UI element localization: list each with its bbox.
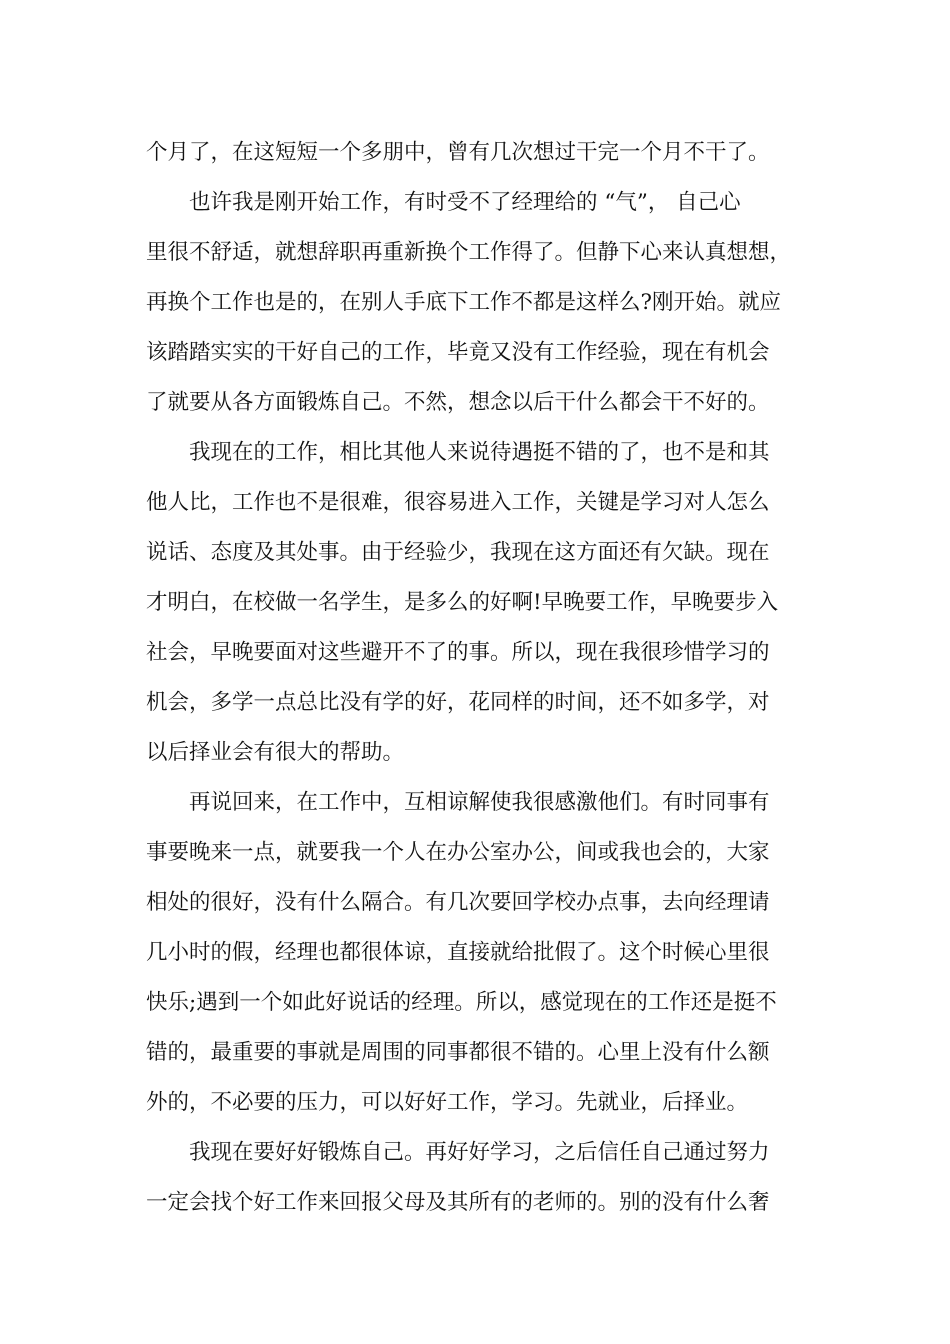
text-line: 了就要从各方面锻炼自己。不然，想念以后干什么都会干不好的。	[146, 390, 770, 415]
paragraph	[146, 178, 826, 428]
paragraph	[146, 428, 826, 778]
text-line: 事要晚来一点，就要我一个人在办公室办公，间或我也会的，大家	[146, 840, 770, 865]
text-line: 再换个工作也是的，在别人手底下工作不都是这样么?刚开始。就应	[146, 290, 782, 315]
text-line: 外的，不必要的压力，可以好好工作，学习。先就业，后择业。	[146, 1090, 749, 1115]
text-line: 一定会找个好工作来回报父母及其所有的老师的。别的没有什么奢	[146, 1190, 770, 1215]
text-line: 快乐;遇到一个如此好说话的经理。所以，感觉现在的工作还是挺不	[146, 990, 777, 1015]
text-line: 才明白，在校做一名学生，是多么的好啊!早晚要工作，早晚要步入	[146, 590, 779, 615]
text-line: 说话、态度及其处事。由于经验少，我现在这方面还有欠缺。现在	[146, 540, 770, 565]
text-line: 该踏踏实实的干好自己的工作，毕竟又没有工作经验，现在有机会	[146, 340, 770, 365]
text-line: 也许我是刚开始工作，有时受不了经理给的 “气”， 自己心	[189, 190, 741, 215]
text-line: 社会，早晚要面对这些避开不了的事。所以，现在我很珍惜学习的	[146, 640, 770, 665]
text-line: 我现在要好好锻炼自己。再好好学习，之后信任自己通过努力	[189, 1140, 770, 1165]
text-line: 里很不舒适，就想辞职再重新换个工作得了。但静下心来认真想想，	[146, 240, 792, 265]
document-body	[146, 128, 826, 1228]
text-line: 相处的很好，没有什么隔合。有几次要回学校办点事，去向经理请	[146, 890, 770, 915]
text-line: 再说回来，在工作中，互相谅解使我很感激他们。有时同事有	[189, 790, 770, 815]
text-line: 以后择业会有很大的帮助。	[146, 740, 405, 765]
text-line: 他人比，工作也不是很难，很容易进入工作，关键是学习对人怎么	[146, 490, 770, 515]
paragraph	[146, 1128, 826, 1228]
paragraph	[146, 128, 826, 178]
text-line: 几小时的假，经理也都很体谅，直接就给批假了。这个时候心里很	[146, 940, 770, 965]
text-line: 机会，多学一点总比没有学的好，花同样的时间，还不如多学，对	[146, 690, 770, 715]
text-line: 错的，最重要的事就是周围的同事都很不错的。心里上没有什么额	[146, 1040, 770, 1065]
text-line: 我现在的工作，相比其他人来说待遇挺不错的了，也不是和其	[189, 440, 770, 465]
paragraph	[146, 778, 826, 1128]
text-line: 个月了，在这短短一个多朋中，曾有几次想过干完一个月不干了。	[146, 140, 770, 165]
